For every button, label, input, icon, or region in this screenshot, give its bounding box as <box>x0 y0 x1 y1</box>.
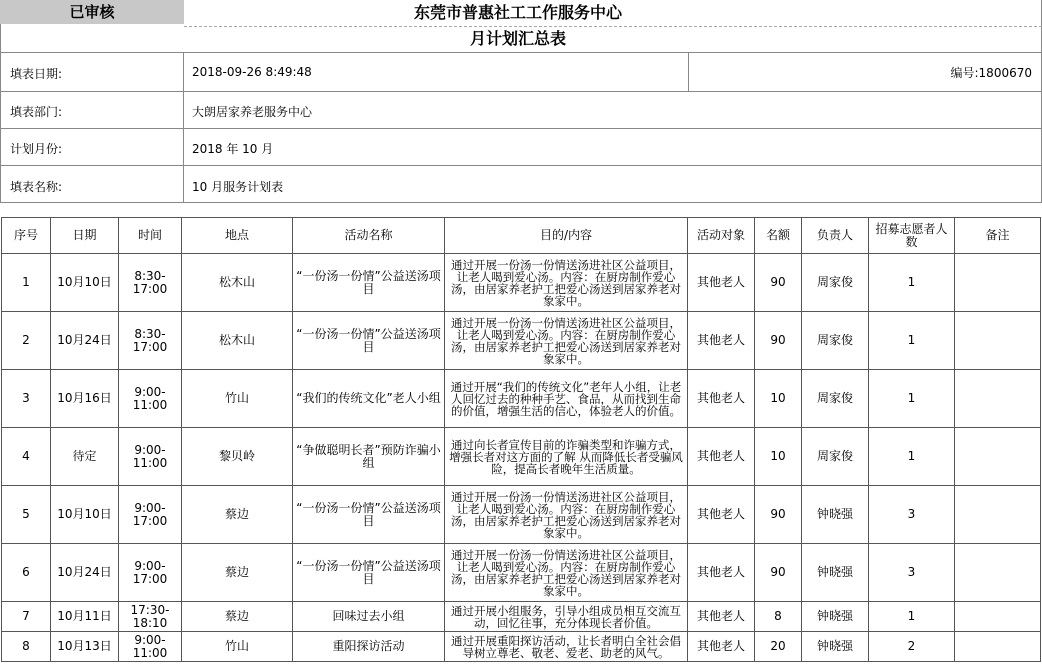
cell-notes <box>955 602 1041 632</box>
cell-purpose: 通过开展一份汤一份情送汤进社区公益项目，让老人喝到爱心汤。内容：在厨房制作爱心汤，由居家养老护工把爱心汤送到居家养老对象家中。 <box>445 312 688 370</box>
fill-date-label: 填表日期: <box>10 67 63 81</box>
cell-date: 10月10日 <box>51 486 119 544</box>
cell-volunteers: 2 <box>869 632 955 662</box>
cell-time: 9:00-17:00 <box>119 486 182 544</box>
plan-table <box>1 217 1041 662</box>
cell-owner: 周家俊 <box>802 254 869 312</box>
cell-notes <box>955 254 1041 312</box>
cell-notes <box>955 486 1041 544</box>
divider <box>0 52 1042 53</box>
fill-date-value: 2018-09-26 8:49:48 <box>192 65 312 79</box>
table-row <box>2 428 1041 486</box>
table-row <box>2 254 1041 312</box>
cell-purpose: 通过开展一份汤一份情送汤进社区公益项目，让老人喝到爱心汤。内容：在厨房制作爱心汤，由居家养老护工把爱心汤送到居家养老对象家中。 <box>445 486 688 544</box>
cell-purpose: 通过开展一份汤一份情送汤进社区公益项目，让老人喝到爱心汤。内容：在厨房制作爱心汤，由居家养老护工把爱心汤送到居家养老对象家中。 <box>445 544 688 602</box>
cell-quota: 10 <box>755 370 802 428</box>
table-row <box>2 370 1041 428</box>
col-header-date: 日期 <box>51 218 119 254</box>
col-header-activity: 活动名称 <box>293 218 445 254</box>
cell-location: 蔡边 <box>182 486 293 544</box>
cell-owner: 周家俊 <box>802 312 869 370</box>
cell-index: 1 <box>2 254 51 312</box>
cell-time: 17:30-18:10 <box>119 602 182 632</box>
table-row <box>2 602 1041 632</box>
table-row <box>2 632 1041 662</box>
cell-purpose: 通过开展一份汤一份情送汤进社区公益项目，让老人喝到爱心汤。内容：在厨房制作爱心汤，由居家养老护工把爱心汤送到居家养老对象家中。 <box>445 254 688 312</box>
cell-activity: “我们的传统文化”老人小组 <box>293 370 445 428</box>
cell-owner: 钟晓强 <box>802 632 869 662</box>
col-header-index: 序号 <box>2 218 51 254</box>
cell-activity: “一份汤一份情”公益送汤项目 <box>293 312 445 370</box>
form-code <box>951 64 1033 81</box>
cell-time: 8:30-17:00 <box>119 312 182 370</box>
cell-index: 3 <box>2 370 51 428</box>
cell-quota: 90 <box>755 312 802 370</box>
cell-activity: “一份汤一份情”公益送汤项目 <box>293 254 445 312</box>
form-code-value: 1800670 <box>978 66 1032 80</box>
cell-quota: 90 <box>755 544 802 602</box>
cell-target: 其他老人 <box>688 312 755 370</box>
cell-location: 松木山 <box>182 254 293 312</box>
cell-date: 10月24日 <box>51 544 119 602</box>
cell-volunteers: 1 <box>869 602 955 632</box>
cell-activity: “争做聪明长者”预防诈骗小组 <box>293 428 445 486</box>
col-header-quota: 名额 <box>755 218 802 254</box>
cell-purpose: 通过开展重阳探访活动，让长者明白全社会倡导树立尊老、敬老、爱老、助老的风气。 <box>445 632 688 662</box>
cell-activity: 重阳探访活动 <box>293 632 445 662</box>
cell-notes <box>955 544 1041 602</box>
cell-time: 9:00-11:00 <box>119 370 182 428</box>
month-value: 2018 年 10 月 <box>192 142 274 156</box>
cell-volunteers: 1 <box>869 312 955 370</box>
cell-quota: 10 <box>755 428 802 486</box>
cell-time: 9:00-11:00 <box>119 428 182 486</box>
cell-time: 9:00-17:00 <box>119 544 182 602</box>
col-header-notes: 备注 <box>955 218 1041 254</box>
form-title: 月计划汇总表 <box>469 29 566 48</box>
cell-owner: 周家俊 <box>802 370 869 428</box>
cell-activity: 回味过去小组 <box>293 602 445 632</box>
cell-date: 待定 <box>51 428 119 486</box>
form-code-label: 编号: <box>950 66 979 80</box>
cell-location: 黎贝岭 <box>182 428 293 486</box>
cell-purpose: 通过向长者宣传目前的诈骗类型和诈骗方式，增强长者对这方面的了解 从而降低长者受骗风险，提高长者晚年生活质量。 <box>445 428 688 486</box>
cell-volunteers: 1 <box>869 254 955 312</box>
cell-purpose: 通过开展小组服务，引导小组成员相互交流互动，回忆往事，充分体现长者价值。 <box>445 602 688 632</box>
cell-volunteers: 1 <box>869 370 955 428</box>
col-header-target: 活动对象 <box>688 218 755 254</box>
form-name-value: 10 月服务计划表 <box>192 180 284 194</box>
divider <box>0 128 1042 129</box>
cell-purpose: 通过开展“我们的传统文化”老年人小组，让老人回忆过去的种种手艺、食品，从而找到生命的价值，增强生活的信心，体验老人的价值。 <box>445 370 688 428</box>
cell-index: 7 <box>2 602 51 632</box>
cell-index: 2 <box>2 312 51 370</box>
cell-volunteers: 3 <box>869 544 955 602</box>
divider <box>0 91 1042 92</box>
cell-quota: 90 <box>755 254 802 312</box>
table-row <box>2 544 1041 602</box>
cell-index: 8 <box>2 632 51 662</box>
month-label: 计划月份: <box>10 142 63 156</box>
cell-location: 竹山 <box>182 632 293 662</box>
cell-time: 8:30-17:00 <box>119 254 182 312</box>
col-header-owner: 负责人 <box>802 218 869 254</box>
cell-date: 10月11日 <box>51 602 119 632</box>
cell-location: 松木山 <box>182 312 293 370</box>
cell-volunteers: 1 <box>869 428 955 486</box>
cell-quota: 8 <box>755 602 802 632</box>
status-badge: 已审核 <box>0 0 184 24</box>
cell-notes <box>955 312 1041 370</box>
col-header-purpose: 目的/内容 <box>445 218 688 254</box>
table-row <box>2 486 1041 544</box>
cell-owner: 钟晓强 <box>802 486 869 544</box>
table-header-row <box>2 218 1041 254</box>
col-header-volunteers: 招募志愿者人数 <box>869 218 955 254</box>
table-row <box>2 312 1041 370</box>
org-title: 东莞市普惠社工工作服务中心 <box>413 3 622 22</box>
cell-location: 竹山 <box>182 370 293 428</box>
cell-owner: 周家俊 <box>802 428 869 486</box>
cell-location: 蔡边 <box>182 602 293 632</box>
cell-date: 10月24日 <box>51 312 119 370</box>
cell-target: 其他老人 <box>688 544 755 602</box>
form-name-label: 填表名称: <box>10 180 63 194</box>
cell-index: 5 <box>2 486 51 544</box>
cell-date: 10月10日 <box>51 254 119 312</box>
cell-owner: 钟晓强 <box>802 544 869 602</box>
cell-target: 其他老人 <box>688 632 755 662</box>
cell-notes <box>955 632 1041 662</box>
divider <box>0 165 1042 166</box>
cell-index: 6 <box>2 544 51 602</box>
cell-target: 其他老人 <box>688 428 755 486</box>
cell-target: 其他老人 <box>688 254 755 312</box>
cell-notes <box>955 428 1041 486</box>
dept-value: 大朗居家养老服务中心 <box>192 105 313 119</box>
cell-quota: 20 <box>755 632 802 662</box>
cell-location: 蔡边 <box>182 544 293 602</box>
cell-activity: “一份汤一份情”公益送汤项目 <box>293 544 445 602</box>
cell-volunteers: 3 <box>869 486 955 544</box>
cell-target: 其他老人 <box>688 602 755 632</box>
dept-label: 填表部门: <box>10 105 63 119</box>
cell-notes <box>955 370 1041 428</box>
cell-owner: 钟晓强 <box>802 602 869 632</box>
cell-index: 4 <box>2 428 51 486</box>
col-header-time: 时间 <box>119 218 182 254</box>
cell-target: 其他老人 <box>688 486 755 544</box>
col-header-location: 地点 <box>182 218 293 254</box>
cell-date: 10月16日 <box>51 370 119 428</box>
divider <box>183 52 184 203</box>
divider <box>688 52 689 91</box>
cell-date: 10月13日 <box>51 632 119 662</box>
cell-quota: 90 <box>755 486 802 544</box>
cell-activity: “一份汤一份情”公益送汤项目 <box>293 486 445 544</box>
cell-time: 9:00-11:00 <box>119 632 182 662</box>
cell-target: 其他老人 <box>688 370 755 428</box>
